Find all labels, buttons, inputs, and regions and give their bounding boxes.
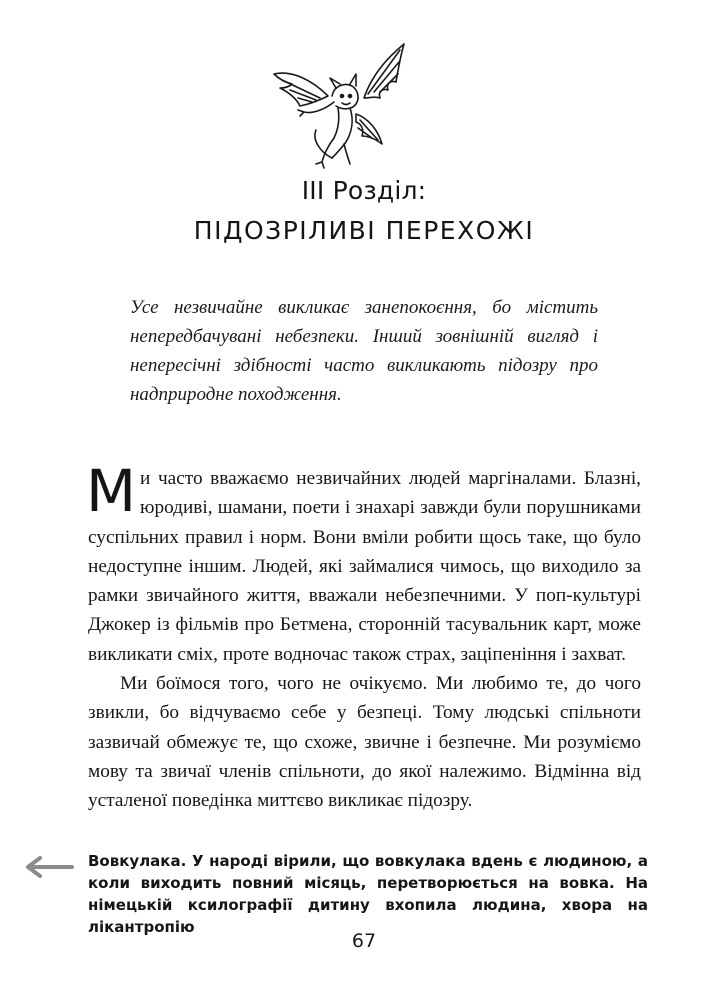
arrow-left-icon [24,856,74,878]
page-number: 67 [351,930,377,952]
body-text [86,457,641,816]
epigraph: Усе незвичайне викликає занепокоєння, бо містить непередбачувані небезпеки. Інший зовнішній вигляд і непересічні здібності часто викликають підозру про надприродне походження. [130,297,598,405]
paragraph-1-text: и часто вважаємо незвичайних людей маргіналами. Блазні, юродиві, шамани, поети і знахарі завжди були порушниками суспільних правил і норм. Вони вміли робити щось таке, що було недоступне іншим. Людей, які займалися чимось, що виходило за рамки звичайного життя, вважали небезпечними. У поп-культурі Джокер із фільмів про Бетмена, сторонній тасувальник карт, може викликати сміх, проте водночас також страх, заціпеніння і захват. [88,468,641,665]
winged-creature-icon [272,40,410,170]
chapter-title: ПІДОЗРІЛИВІ ПЕРЕХОЖІ [193,216,535,245]
drop-cap: М [86,457,137,525]
chapter-label: ІІІ Розділ: [301,176,427,205]
paragraph [86,457,641,669]
paragraph-2-text: Ми боїмося того, чого не очікуємо. Ми любимо те, до чого звикли, бо відчуваємо себе у безпеці. Тому людські спільноти зазвичай обмежує те, що схоже, звичне і безпечне. Ми розуміємо мову та звичаї членів спільноти, до якої належимо. Відмінна від усталеної поведінка миттєво викликає підозру. [88,673,641,812]
image-caption: Вовкулака. У народі вірили, що вовкулака вдень є людиною, а коли виходить повний місяць, перетворюється на вовка. На німецькій ксилографії дитину вхопила людина, хвора на лікантропію [88,852,648,936]
